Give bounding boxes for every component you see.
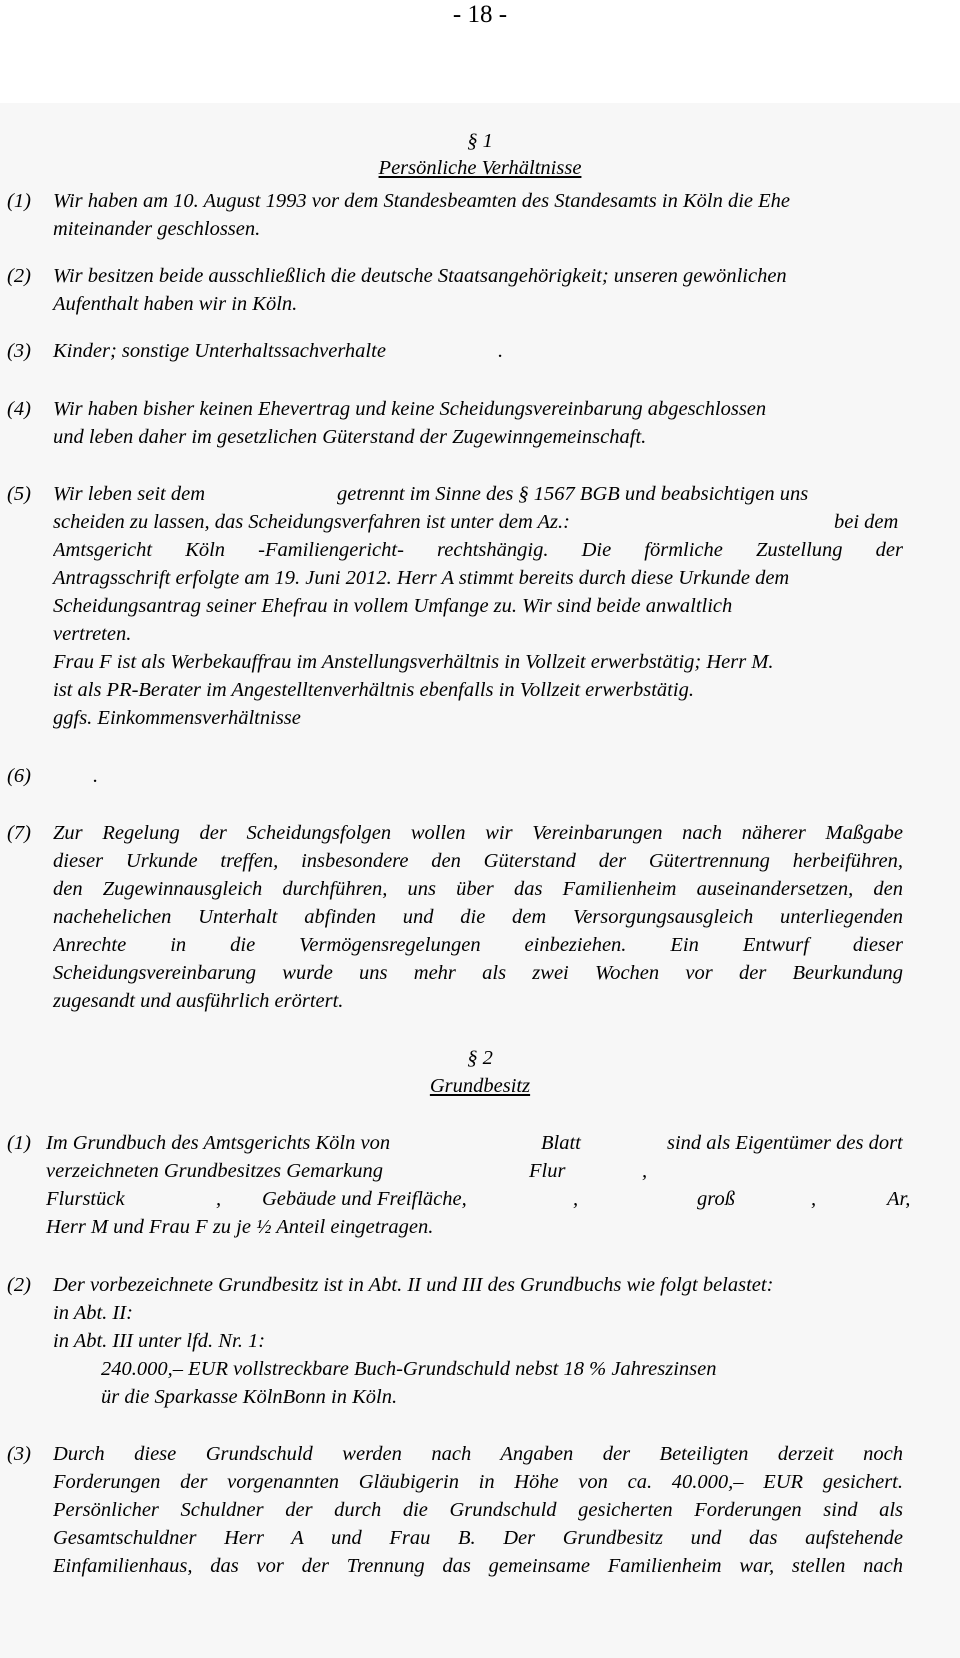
s1-p2-line: Aufenthalt haben wir in Köln.: [53, 293, 298, 315]
s1-p5-line: vertreten.: [53, 623, 132, 645]
s1-p1-number: (1): [7, 190, 31, 212]
section-1-symbol: § 1: [467, 130, 493, 152]
s2-p2-line: Der vorbezeichnete Grundbesitz ist in Abt. II und III des Grundbuchs wie folgt belastet:: [53, 1274, 774, 1296]
s2-p1-text: Ar,: [887, 1188, 911, 1210]
s1-p5-line: ist als PR-Berater im Angestelltenverhältnis ebenfalls in Vollzeit erwerbstätig.: [53, 679, 694, 701]
s1-p4-line: und leben daher im gesetzlichen Güterstand der Zugewinngemeinschaft.: [53, 426, 647, 448]
s2-p3-line: Gesamtschuldner Herr A und Frau B. Der Grundbesitz und das aufstehende: [53, 1527, 903, 1549]
s1-p7-line: Scheidungsvereinbarung wurde uns mehr als zwei Wochen vor der Beurkundung: [53, 962, 903, 984]
s2-p1-text: ,: [573, 1188, 579, 1210]
s2-p1-text: verzeichneten Grundbesitzes Gemarkung: [46, 1160, 384, 1182]
s1-p2-number: (2): [7, 265, 31, 287]
s2-p2-number: (2): [7, 1274, 31, 1296]
s1-p5-line-start: scheiden zu lassen, das Scheidungsverfahren ist unter dem Az.:: [53, 511, 570, 533]
s1-p1-line: miteinander geschlossen.: [53, 218, 261, 240]
s1-p7-line: den Zugewinnausgleich durchführen, uns über das Familienheim auseinandersetzen, den: [53, 878, 903, 900]
s2-p1-text: Flur: [529, 1160, 566, 1182]
s1-p3-text: Kinder; sonstige Unterhaltssachverhalte: [53, 340, 386, 362]
s1-p7-line: dieser Urkunde treffen, insbesondere den Güterstand der Gütertrennung herbeiführen,: [53, 850, 903, 872]
page-number: - 18 -: [452, 1, 508, 28]
s1-p5-line: Scheidungsantrag seiner Ehefrau in vollem Umfange zu. Wir sind beide anwaltlich: [53, 595, 733, 617]
s1-p5-line-end: bei dem: [834, 511, 899, 533]
s1-p5-line: Frau F ist als Werbekauffrau im Anstellungsverhältnis in Vollzeit erwerbstätig; Herr M.: [53, 651, 774, 673]
s2-p2-line: in Abt. II:: [53, 1302, 133, 1324]
s1-p6-text: .: [93, 765, 99, 787]
s2-p1-text: Blatt: [541, 1132, 581, 1154]
s2-p1-text: ,: [216, 1188, 222, 1210]
s2-p1-text: sind als Eigentümer des dort: [667, 1132, 903, 1154]
section-2-title: Grundbesitz: [429, 1075, 531, 1097]
s2-p2-line: in Abt. III unter lfd. Nr. 1:: [53, 1330, 266, 1352]
section-1-title: Persönliche Verhältnisse: [378, 157, 582, 179]
s1-p3-number: (3): [7, 340, 31, 362]
s1-p7-number: (7): [7, 822, 31, 844]
s1-p4-line: Wir haben bisher keinen Ehevertrag und keine Scheidungsvereinbarung abgeschlossen: [53, 398, 767, 420]
s2-p1-text: ,: [642, 1160, 648, 1182]
section-2-symbol: § 2: [467, 1047, 493, 1069]
s1-p5-line: Amtsgericht Köln -Familiengericht- rechtshängig. Die förmliche Zustellung der: [53, 539, 903, 561]
s1-p7-line: Anrechte in die Vermögensregelungen einbeziehen. Ein Entwurf dieser: [53, 934, 903, 956]
s2-p1-text: Gebäude und Freifläche,: [262, 1188, 467, 1210]
s2-p3-line: Einfamilienhaus, das vor der Trennung das gemeinsame Familienheim war, stellen nach: [53, 1555, 903, 1577]
s2-p2-line: ür die Sparkasse KölnBonn in Köln.: [101, 1386, 398, 1408]
s1-p1-line: Wir haben am 10. August 1993 vor dem Standesbeamten des Standesamts in Köln die Ehe: [53, 190, 790, 212]
s1-p6-number: (6): [7, 765, 31, 787]
s1-p4-number: (4): [7, 398, 31, 420]
s2-p1-text: Herr M und Frau F zu je ½ Anteil eingetragen.: [46, 1216, 434, 1238]
s1-p5-number: (5): [7, 483, 31, 505]
s1-p5-line-start: Wir leben seit dem: [53, 483, 206, 505]
s1-p5-line: Antragsschrift erfolgte am 19. Juni 2012. Herr A stimmt bereits durch diese Urkunde dem: [53, 567, 790, 589]
s2-p3-line: Persönlicher Schuldner der durch die Grundschuld gesicherten Forderungen sind als: [53, 1499, 903, 1521]
s1-p7-line: Zur Regelung der Scheidungsfolgen wollen wir Vereinbarungen nach näherer Maßgabe: [53, 822, 903, 844]
s2-p1-text: Flurstück: [46, 1188, 125, 1210]
s2-p3-line: Forderungen der vorgenannten Gläubigerin in Höhe von ca. 40.000,– EUR gesichert.: [53, 1471, 903, 1493]
s1-p2-line: Wir besitzen beide ausschließlich die deutsche Staatsangehörigkeit; unseren gewönlichen: [53, 265, 787, 287]
s2-p1-text: Im Grundbuch des Amtsgerichts Köln von: [46, 1132, 391, 1154]
s1-p7-line: nachehelichen Unterhalt abfinden und die dem Versorgungsausgleich unterliegenden: [53, 906, 903, 928]
s2-p1-text: ,: [811, 1188, 817, 1210]
s1-p7-line: zugesandt und ausführlich erörtert.: [53, 990, 344, 1012]
s2-p3-number: (3): [7, 1443, 31, 1465]
s1-p3-dot: .: [498, 340, 504, 362]
s1-p5-line: ggfs. Einkommensverhältnisse: [53, 707, 301, 729]
s2-p1-text: groß: [697, 1188, 735, 1210]
s2-p2-line: 240.000,– EUR vollstreckbare Buch-Grundschuld nebst 18 % Jahreszinsen: [101, 1358, 717, 1380]
s2-p1-number: (1): [7, 1132, 31, 1154]
s1-p5-line-end: getrennt im Sinne des § 1567 BGB und beabsichtigen uns: [337, 483, 809, 505]
s2-p3-line: Durch diese Grundschuld werden nach Angaben der Beteiligten derzeit noch: [53, 1443, 903, 1465]
